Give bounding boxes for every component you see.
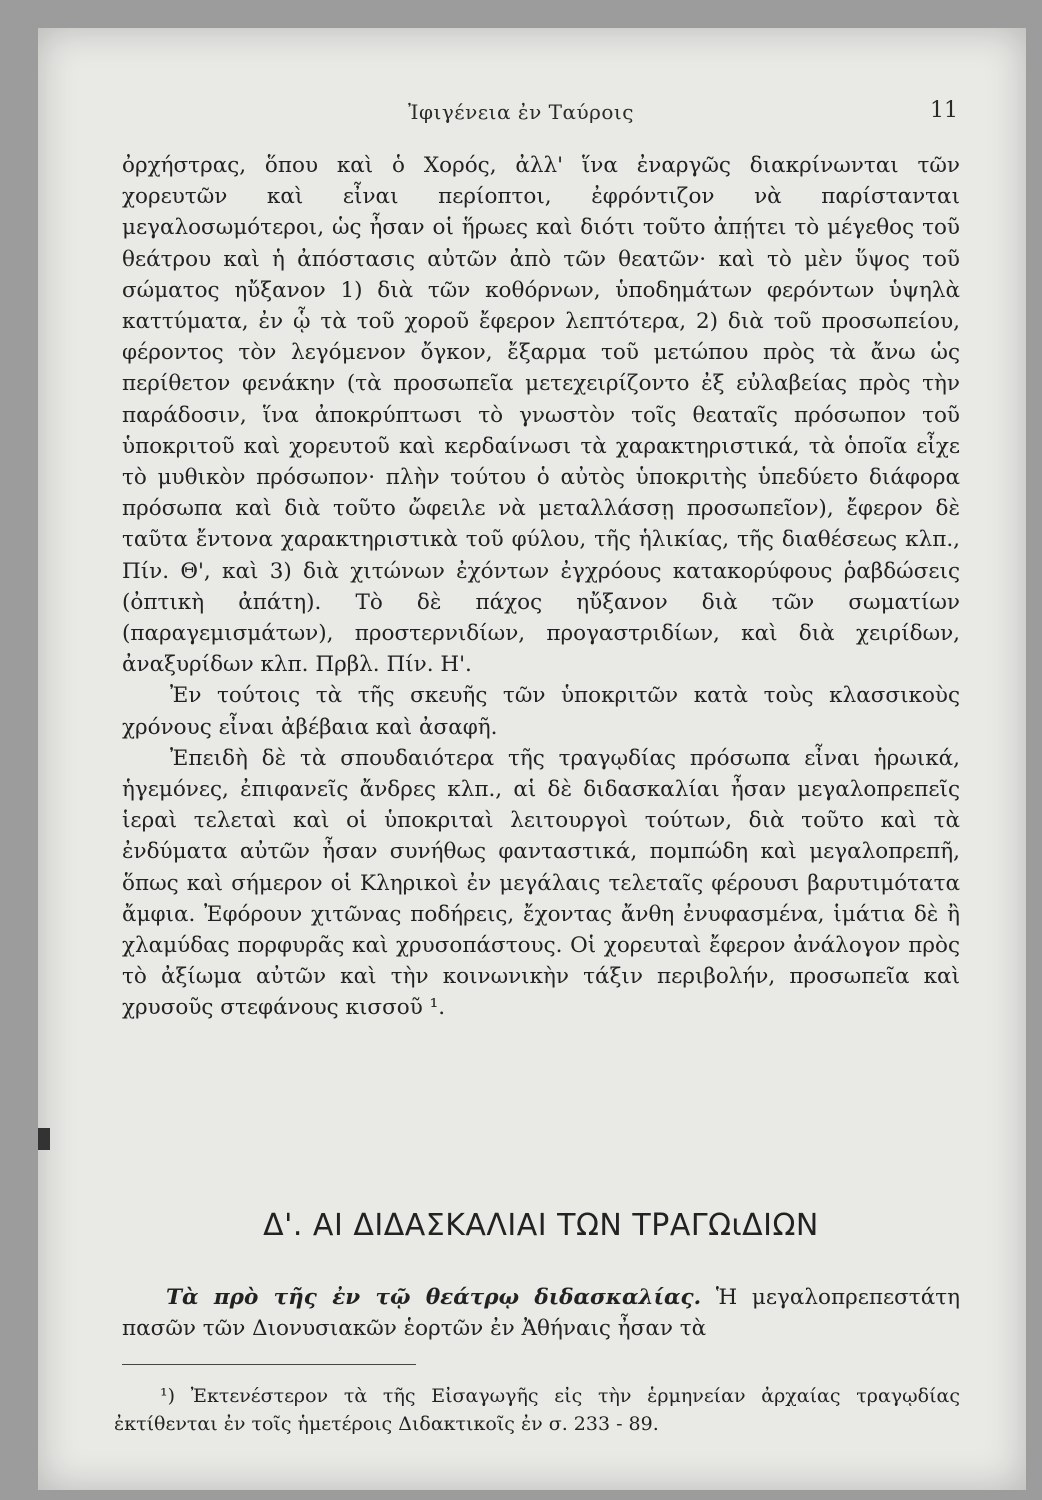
running-title: Ἰφιγένεια ἐν Ταύροις	[408, 100, 634, 124]
body-text	[122, 150, 960, 1024]
paragraph-2: Ἐν τούτοις τὰ τῆς σκευῆς τῶν ὑποκριτῶν κατὰ τοὺς κλασσικοὺς χρόνους εἶναι ἀβέβαια καὶ ἀσαφῆ.	[122, 683, 960, 740]
section-lead	[122, 1282, 960, 1344]
footnote-text: ¹) Ἐκτενέστερον τὰ τῆς Εἰσαγωγῆς εἰς τὴν ἑρμηνείαν ἀρχαίας τραγῳδίας ἐκτίθενται ἐν τοῖς ἡμετέροις Διδακτικοῖς ἐν σ. 233 - 89.	[114, 1385, 960, 1435]
page-number: 11	[930, 98, 958, 123]
paragraph-3: Ἐπειδὴ δὲ τὰ σπουδαιότερα τῆς τραγῳδίας πρόσωπα εἶναι ἡρωικά, ἡγεμόνες, ἐπιφανεῖς ἄνδρες κλπ., αἱ δὲ διδασκαλίαι ἦσαν μεγαλοπρεπεῖς ἱεραὶ τελεταὶ καὶ οἱ ὑποκριταὶ λειτουργοὶ τούτων, διὰ τοῦτο καὶ τὰ ἐνδύματα αὐτῶν ἦσαν συνήθως φανταστικά, πομπώδη καὶ μεγαλοπρεπῆ, ὅπως καὶ σήμερον οἱ Κληρικοὶ ἐν μεγάλαις τελεταῖς φέρουσι βαρυτιμότατα ἄμφια. Ἐφόρουν χιτῶνας ποδήρεις, ἔχοντας ἄνθη ἐνυφασμένα, ἱμάτια δὲ ἢ χλαμύδας πορφυρᾶς καὶ χρυσοπάστους. Οἱ χορευταὶ ἔφερον ἀνάλογον πρὸς τὸ ἀξίωμα αὐτῶν καὶ τὴν κοινωνικὴν τάξιν περιβολήν, προσωπεῖα καὶ χρυσοῦς στεφάνους κισσοῦ ¹.	[122, 745, 960, 1021]
section-lead-bold: Τὰ πρὸ τῆς ἐν τῷ θεάτρῳ διδασκαλίας.	[166, 1285, 702, 1310]
footnote	[114, 1382, 960, 1438]
section-heading: Δ'. ΑΙ ΔΙΔΑΣΚΑΛΙΑΙ ΤΩΝ ΤΡΑΓΩιΔΙΩΝ	[263, 1208, 819, 1243]
section-lead-text: Ἡ μεγαλοπρεπεστάτη πασῶν τῶν Διονυσιακῶν ἑορτῶν ἐν Ἀθήναις ἦσαν τὰ	[122, 1285, 960, 1342]
edge-mark	[38, 1128, 50, 1150]
paragraph-1: ὀρχήστρας, ὅπου καὶ ὁ Χορός, ἀλλ' ἵνα ἐναργῶς διακρίνωνται τῶν χορευτῶν καὶ εἶναι περίοπτοι, ἐφρόντιζον νὰ παρίστανται μεγαλοσωμότεροι, ὡς ἦσαν οἱ ἥρωες καὶ διότι τοῦτο ἀπῄτει τὸ μέγεθος τοῦ θεάτρου καὶ ἡ ἀπόστασις αὐτῶν ἀπὸ τῶν θεατῶν· καὶ τὸ μὲν ὕψος τοῦ σώματος ηὔξανον 1) διὰ τῶν κοθόρνων, ὑποδημάτων φερόντων ὑψηλὰ καττύματα, ἐν ᾧ τὰ τοῦ χοροῦ ἔφερον λεπτότερα, 2) διὰ τοῦ προσωπείου, φέροντος τὸν λεγόμενον ὄγκον, ἔξαρμα τοῦ μετώπου πρὸς τὰ ἄνω ὡς περίθετον φενάκην (τὰ προσωπεῖα μετεχειρίζοντο ἐξ εὐλαβείας πρὸς τὴν παράδοσιν, ἵνα ἀποκρύπτωσι τὸ γνωστὸν τοῖς θεαταῖς πρόσωπον τοῦ ὑποκριτοῦ καὶ χορευτοῦ καὶ κερδαίνωσι τὰ χαρακτηριστικά, τὰ ὁποῖα εἶχε τὸ μυθικὸν πρόσωπον· πλὴν τούτου ὁ αὐτὸς ὑποκριτὴς ὑπεδύετο διάφορα πρόσωπα καὶ διὰ τοῦτο ὤφειλε νὰ μεταλλάσσῃ προσωπεῖον), ἔφερον δὲ ταῦτα ἔντονα χαρακτηριστικὰ τοῦ φύλου, τῆς ἡλικίας, τῆς διαθέσεως κλπ., Πίν. Θ', καὶ 3) διὰ χιτώνων ἐχόντων ἐγχρόους κατακορύφους ῥαβδώσεις (ὀπτικὴ ἀπάτη). Τὸ δὲ πάχος ηὔξανον διὰ τῶν σωματίων (παραγεμισμάτων), προστερνιδίων, προγαστριδίων, καὶ διὰ χειρίδων, ἀναξυρίδων κλπ. Πρβλ. Πίν. Η'.	[122, 153, 960, 678]
footnote-rule	[122, 1364, 416, 1365]
